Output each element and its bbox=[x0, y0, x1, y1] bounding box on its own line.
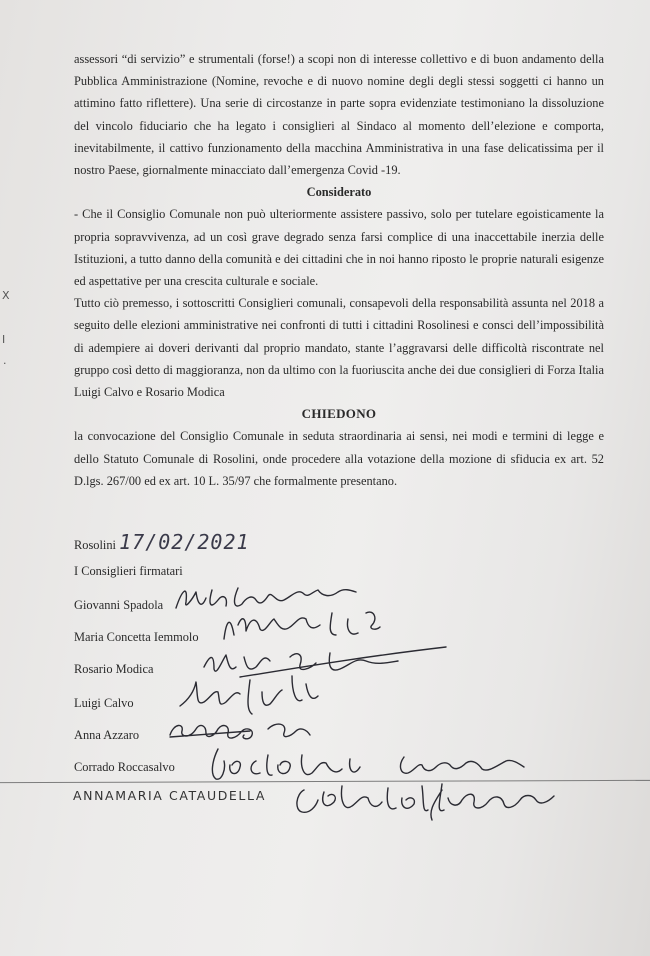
heading-considerato: Considerato bbox=[306, 185, 372, 200]
paragraph: - Che il Consiglio Comunale non può ulteriormente assistere passivo, solo per tutelare egoisticamente la propria sopravvivenza, ad un così grave degrado senza farsi complice di una inaccettabile inerzia delle Istituzioni, a tutto danno della comunità e dei cittadini che in noi hanno riposto le proprie naturali esigenze ed aspettative per una crescita culturale e sociale. bbox=[74, 207, 604, 289]
signers-intro: I Consiglieri firmatari bbox=[74, 564, 183, 578]
place: Rosolini bbox=[74, 538, 116, 552]
signature-azzaro bbox=[166, 715, 326, 745]
paragraph: la convocazione del Consiglio Comunale in seduta straordinaria ai sensi, nei modi e termini di legge e dello Statuto Comunale di Rosolini, onde procedere alla votazione della mozione di sfiducia ex art. 52 D.lgs. 267/00 ed ex art. 10 L. 35/97 che formalmente presentano. bbox=[74, 429, 604, 488]
paragraph: Tutto ciò premesso, i sottoscritti Consiglieri comunali, consapevoli della responsabilità assunta nel 2018 a seguito delle elezioni amministrative nei confronti di tutti i cittadini Rosolinesi e consci dell’impossibilità di adempiere ai doveri derivanti dal proprio mandato, stante l’aggravarsi delle difficoltà riscontrate nel gruppo così detto di maggioranza, non da ultimo con la fuoriuscita anche dei due consiglieri di Forza Italia Luigi Calvo e Rosario Modica bbox=[74, 296, 604, 400]
signer-name: Luigi Calvo bbox=[74, 696, 134, 710]
signer-name: Rosario Modica bbox=[74, 662, 154, 676]
signer-name: Giovanni Spadola bbox=[74, 598, 164, 612]
paragraph: assessori “di servizio” e strumentali (forse!) a scopi non di interesse collettivo e di buon andamento della Pubblica Amministrazione (Nomine, revoche e di nuovo nomine degli degli stessi soggetti ci hanno un attimino fatto riflettere). Una serie di circostanze in parte sopra evidenziate testimoniano la dissoluzione del vincolo fiduciario che ha legato i consiglieri al Sindaco al momento dell’elezione e comporta, inevitabilmente, il cattivo funzionamento della macchina Amministrativa in una fase delicatissima per il nostro Paese, giornalmente minacciato dall’emergenza Covid -19. bbox=[74, 52, 604, 178]
place-date-row bbox=[74, 530, 250, 554]
signature-iemmolo bbox=[220, 605, 390, 645]
signer-name: Anna Azzaro bbox=[74, 728, 140, 742]
signer-name: Corrado Roccasalvo bbox=[74, 760, 175, 774]
handwritten-signer-name: ANNAMARIA CATAUDELLA bbox=[73, 788, 266, 803]
document-body bbox=[74, 48, 604, 492]
heading-chiedono: CHIEDONO bbox=[301, 406, 377, 422]
signature-roccasalvo bbox=[208, 745, 538, 785]
handwritten-date: 17/02/2021 bbox=[119, 530, 250, 554]
margin-mark: X bbox=[2, 289, 10, 302]
signature-cataudella bbox=[292, 780, 572, 825]
margin-mark: I bbox=[2, 333, 6, 346]
signer-name: Maria Concetta Iemmolo bbox=[74, 630, 199, 644]
margin-mark: · bbox=[3, 357, 7, 370]
